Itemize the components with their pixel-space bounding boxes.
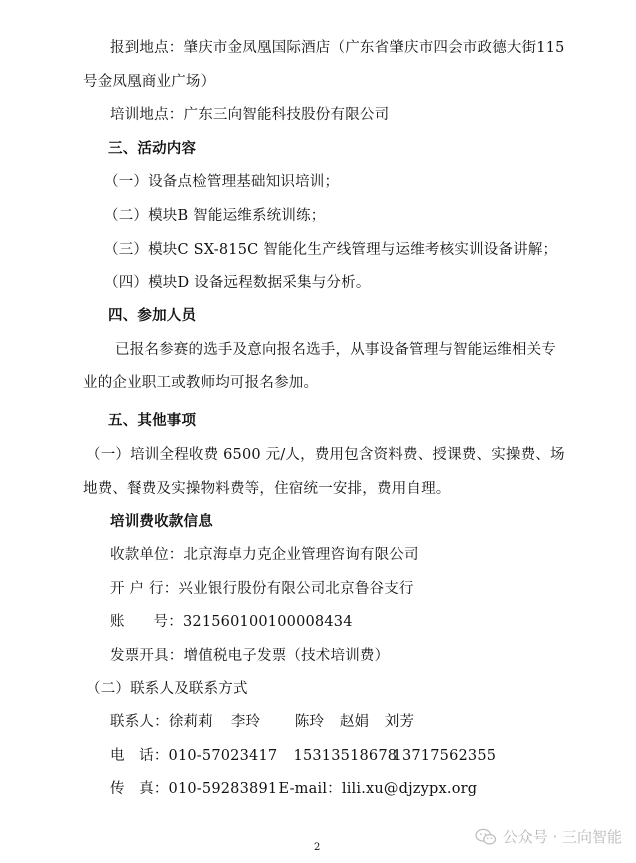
bank-row xyxy=(110,579,414,599)
participants-text-line-1: 已报名参赛的选手及意向报名选手，从事设备管理与智能运维相关专 xyxy=(115,342,556,358)
phone-row xyxy=(110,746,496,766)
wechat-icon xyxy=(475,828,497,846)
fee-text-line-2: 地费、餐费及实操物料费等，住宿统一安排，费用自理。 xyxy=(83,481,451,497)
payee-value: 北京海卓力克企业管理咨询有限公司 xyxy=(183,547,419,563)
activity-item-3: （三）模块C SX-815C 智能化生产线管理与运维考核实训设备讲解； xyxy=(104,242,558,258)
fax-label: 传 真： xyxy=(110,781,169,797)
watermark xyxy=(475,826,622,847)
phone-label: 电 话： xyxy=(110,748,169,764)
payee-row xyxy=(110,545,419,565)
contact-section-title: （二）联系人及联系方式 xyxy=(86,681,248,697)
invoice-row xyxy=(110,646,389,666)
phone-2: 15313518678 xyxy=(293,748,398,764)
invoice-label: 发票开具： xyxy=(110,648,184,664)
account-value: 321560100100008434 xyxy=(182,614,353,630)
contact-name-5: 刘芳 xyxy=(384,714,415,730)
fax-row xyxy=(110,779,477,799)
contacts-label: 联系人： xyxy=(110,714,169,730)
bank-label: 开 户 行： xyxy=(110,581,179,597)
contacts-row xyxy=(110,712,414,732)
contact-name-1: 徐莉莉 xyxy=(168,714,213,730)
contact-name-2: 李玲 xyxy=(230,714,261,730)
bank-value: 兴业银行股份有限公司北京鲁谷支行 xyxy=(178,581,414,597)
invoice-value: 增值税电子发票（技术培训费） xyxy=(183,648,390,664)
account-row xyxy=(110,612,353,632)
section-heading-participants: 四、参加人员 xyxy=(108,308,197,324)
email: E-mail：lili.xu@djzypx.org xyxy=(278,781,478,797)
phone-3: 13717562355 xyxy=(392,748,497,764)
training-location: 培训地点：广东三向智能科技股份有限公司 xyxy=(110,107,390,123)
payment-info-title: 培训费收款信息 xyxy=(110,514,213,530)
fax-number: 010-59283891 xyxy=(168,781,278,797)
activity-item-1: （一）设备点检管理基础知识培训； xyxy=(104,174,340,190)
page-number: 2 xyxy=(314,842,321,853)
contact-name-3: 陈玲 xyxy=(294,714,325,730)
account-label: 账 号： xyxy=(110,614,183,630)
section-heading-activities: 三、活动内容 xyxy=(108,141,197,157)
activity-item-2: （二）模块B 智能运维系统训练； xyxy=(104,208,326,224)
section-heading-other: 五、其他事项 xyxy=(108,413,197,429)
fee-text-line-1: （一）培训全程收费 6500 元/人，费用包含资料费、授课费、实操费、场 xyxy=(86,447,565,463)
report-location-line-2: 号金凤凰商业广场） xyxy=(83,74,216,90)
contact-name-4: 赵娟 xyxy=(339,714,370,730)
watermark-text: 公众号 · 三向智能 xyxy=(502,828,622,846)
report-location-line-1: 报到地点：肇庆市金凤凰国际酒店（广东省肇庆市四会市政德大街115 xyxy=(110,40,565,56)
participants-text-line-2: 业的企业职工或教师均可报名参加。 xyxy=(83,375,319,391)
phone-1: 010-57023417 xyxy=(168,748,278,764)
activity-item-4: （四）模块D 设备远程数据采集与分析。 xyxy=(104,275,371,291)
payee-label: 收款单位： xyxy=(110,547,184,563)
